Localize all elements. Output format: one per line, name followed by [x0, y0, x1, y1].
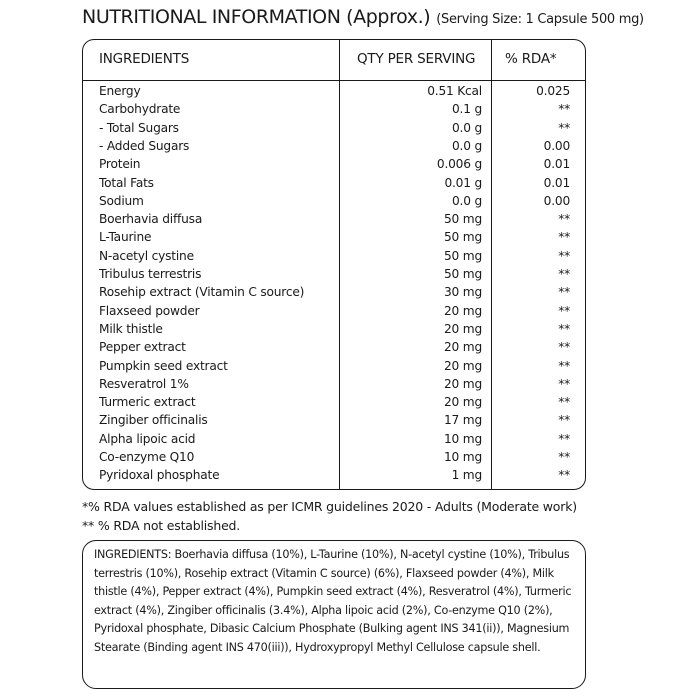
qty-value: 20 mg — [444, 321, 482, 336]
rda-value: ** — [558, 376, 570, 391]
table-row — [83, 267, 585, 285]
qty-value: 0.0 g — [452, 138, 482, 153]
qty-value: 0.51 Kcal — [427, 84, 482, 98]
table-row — [83, 121, 585, 139]
rda-value: 0.01 — [543, 157, 570, 172]
ingredient-name: Turmeric extract — [99, 395, 196, 410]
qty-value: 50 mg — [444, 267, 482, 281]
ingredient-name: - Total Sugars — [99, 120, 179, 135]
table-row — [83, 249, 585, 267]
rda-value: ** — [558, 102, 570, 117]
rda-value: 0.01 — [543, 175, 570, 190]
table-row — [83, 340, 585, 358]
ingredient-name: Boerhavia diffusa — [99, 212, 203, 227]
ingredient-name: Milk thistle — [99, 321, 163, 336]
ingredient-name: Zingiber officinalis — [99, 413, 208, 428]
rda-value: ** — [558, 395, 570, 410]
ingredient-name: Total Fats — [99, 175, 154, 190]
table-row — [83, 322, 585, 340]
title-main: NUTRITIONAL INFORMATION (Approx.) — [82, 6, 431, 28]
ingredient-name: Energy — [99, 84, 141, 98]
rda-value: ** — [558, 358, 570, 373]
rda-value: ** — [558, 248, 570, 263]
table-row — [83, 359, 585, 377]
table-row — [83, 450, 585, 468]
serving-size: (Serving Size: 1 Capsule 500 mg) — [436, 12, 644, 27]
qty-value: 0.0 g — [452, 193, 482, 208]
qty-value: 20 mg — [444, 358, 482, 373]
rda-value: ** — [558, 321, 570, 336]
qty-value: 50 mg — [444, 212, 482, 227]
ingredient-name: Protein — [99, 157, 141, 172]
ingredient-name: Tribulus terrestris — [99, 267, 202, 281]
nutrition-table — [82, 39, 586, 490]
table-row — [83, 176, 585, 194]
rda-value: ** — [558, 303, 570, 318]
header-qty-per-serving: QTY PER SERVING — [357, 51, 476, 67]
rda-value: 0.00 — [543, 138, 570, 153]
header-rda: % RDA* — [505, 51, 557, 67]
ingredient-name: Carbohydrate — [99, 102, 181, 117]
qty-value: 0.0 g — [452, 120, 482, 135]
table-row — [83, 157, 585, 175]
qty-value: 0.01 g — [444, 175, 482, 190]
ingredients-list: INGREDIENTS: Boerhavia diffusa (10%), L-Taurine (10%), N-acetyl cystine (10%), Tribulus terrestris (10%), Rosehip extract (Vitamin C source) (6%), Flaxseed powder (4%), Milk thistle (4%), Pepper extract (4%), Pumpkin seed extract (4%), Resveratrol (4%), Turmeric extract (4%), Zingiber officinalis (3.4%), Alpha lipoic acid (2%), Co-enzyme Q10 (2%), Pyridoxal phosphate, Dibasic Calcium Phosphate (Bulking agent INS 341(ii)), Magnesium Stearate (Binding agent INS 470(iii)), Hydroxypropyl Methyl Cellulose capsule shell. — [82, 540, 586, 689]
rda-value: 0.00 — [543, 193, 570, 208]
qty-value: 30 mg — [444, 285, 482, 300]
qty-value: 20 mg — [444, 395, 482, 410]
qty-value: 20 mg — [444, 376, 482, 391]
qty-value: 50 mg — [444, 230, 482, 245]
rda-value: ** — [558, 450, 570, 464]
nutrition-title — [82, 6, 644, 28]
ingredient-name: L-Taurine — [99, 230, 152, 245]
qty-value: 20 mg — [444, 303, 482, 318]
rda-not-established-footnote: ** % RDA not established. — [82, 518, 241, 533]
qty-value: 0.006 g — [436, 157, 482, 172]
rda-value: ** — [558, 267, 570, 281]
table-row — [83, 377, 585, 395]
ingredient-name: Rosehip extract (Vitamin C source) — [99, 285, 305, 300]
ingredient-name: Flaxseed powder — [99, 303, 200, 318]
table-row — [83, 230, 585, 248]
ingredient-name: - Added Sugars — [99, 138, 190, 153]
rda-value: ** — [558, 120, 570, 135]
table-row — [83, 468, 585, 486]
table-row — [83, 84, 585, 102]
ingredient-name: N-acetyl cystine — [99, 248, 194, 263]
qty-value: 50 mg — [444, 248, 482, 263]
table-row — [83, 413, 585, 431]
header-divider — [83, 80, 585, 81]
table-row — [83, 194, 585, 212]
ingredient-name: Pepper extract — [99, 340, 186, 355]
table-row — [83, 139, 585, 157]
ingredient-name: Resveratrol 1% — [99, 376, 189, 391]
qty-value: 0.1 g — [452, 102, 482, 117]
table-row — [83, 395, 585, 413]
ingredient-name: Alpha lipoic acid — [99, 431, 196, 446]
qty-value: 1 mg — [451, 468, 482, 483]
ingredient-name: Co-enzyme Q10 — [99, 450, 195, 464]
rda-value: 0.025 — [536, 84, 570, 98]
table-row — [83, 285, 585, 303]
rda-value: ** — [558, 431, 570, 446]
table-row — [83, 212, 585, 230]
table-row — [83, 102, 585, 120]
rda-value: ** — [558, 285, 570, 300]
qty-value: 20 mg — [444, 340, 482, 355]
ingredient-name: Pyridoxal phosphate — [99, 468, 220, 483]
qty-value: 10 mg — [444, 431, 482, 446]
rda-value: ** — [558, 230, 570, 245]
qty-value: 10 mg — [444, 450, 482, 464]
table-row — [83, 304, 585, 322]
qty-value: 17 mg — [444, 413, 482, 428]
rda-value: ** — [558, 212, 570, 227]
rda-value: ** — [558, 468, 570, 483]
ingredient-name: Sodium — [99, 193, 144, 208]
header-ingredients: INGREDIENTS — [99, 51, 190, 67]
table-row — [83, 432, 585, 450]
rda-value: ** — [558, 413, 570, 428]
rda-value: ** — [558, 340, 570, 355]
rda-footnote: *% RDA values established as per ICMR guidelines 2020 - Adults (Moderate work) — [82, 499, 577, 514]
ingredient-name: Pumpkin seed extract — [99, 358, 228, 373]
